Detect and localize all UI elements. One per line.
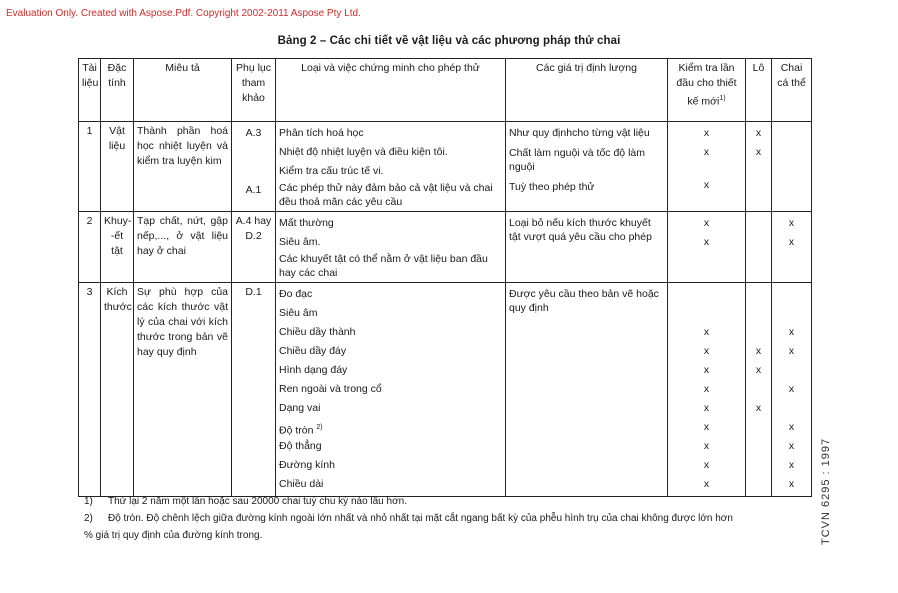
check-mark: x <box>703 179 710 191</box>
row-individual <box>772 122 812 212</box>
row-annex: A.4 hay D.2 <box>232 212 276 283</box>
check-mark: x <box>703 326 710 338</box>
header-kiem-tra <box>668 59 746 122</box>
check-mark: x <box>788 421 795 433</box>
test-item: Độ thẳng <box>279 440 322 452</box>
check-mark: x <box>788 459 795 471</box>
header-chai: Chai cá thể <box>772 59 812 122</box>
footnote-text: % giá trị quy định của đường kính trong. <box>84 530 263 541</box>
test-item: Các khuyết tật có thể nằm ở vật liệu ban đầu hay các chai <box>279 253 488 279</box>
test-item: Chiều dầy đáy <box>279 345 347 357</box>
test-item-roundness <box>279 418 502 437</box>
row-characteristic: Vật liệu <box>101 122 134 212</box>
check-mark: x <box>788 478 795 490</box>
header-tai-lieu: Tài liệu <box>79 59 101 122</box>
check-mark: x <box>703 364 710 376</box>
row-values <box>506 212 668 283</box>
table-row <box>79 212 812 283</box>
check-mark <box>749 437 768 456</box>
row-description: Thành phần hoá học nhiệt luyện và kiểm tra luyện kim <box>134 122 232 212</box>
row-annex <box>232 122 276 212</box>
footnote-text: Độ tròn. Độ chênh lệch giữa đường kính ngoài lớn nhất và nhỏ nhất tại mặt cắt ngang bất kỳ của phễu hình trụ của chai không được lớn hơn <box>108 513 733 524</box>
check-mark <box>749 456 768 475</box>
row-values <box>506 283 668 497</box>
check-mark <box>775 399 808 418</box>
check-mark: x <box>755 402 762 414</box>
row-lot <box>746 212 772 283</box>
test-item: Nhiệt độ nhiệt luyện và điều kiện tôi. <box>279 146 448 158</box>
check-mark <box>749 380 768 399</box>
check-mark <box>671 285 742 304</box>
test-item: Phân tích hoá học <box>279 127 364 139</box>
row-characteristic: Kích thước <box>101 283 134 497</box>
row-tests <box>276 212 506 283</box>
test-item: Kiểm tra cấu trúc tế vi. <box>279 165 384 177</box>
table-row <box>79 122 812 212</box>
value-item: Được yêu cầu theo bản vẽ hoặc quy định <box>509 288 659 314</box>
row-tests <box>276 283 506 497</box>
check-mark: x <box>703 459 710 471</box>
test-item: Đường kính <box>279 459 335 471</box>
header-dac-tinh: Đặc tính <box>101 59 134 122</box>
check-mark: x <box>755 146 762 158</box>
row-characteristic: Khuy--ết tật <box>101 212 134 283</box>
header-kiem-tra-label: Kiểm tra lần đầu cho thiết kế mới <box>676 62 737 108</box>
check-mark: x <box>788 345 795 357</box>
row-description: Sự phù hợp của các kích thước vật lý của chai với kích thước trong bản vẽ hay quy định <box>134 283 232 497</box>
check-mark <box>749 285 768 304</box>
header-row <box>79 59 812 122</box>
row-no: 1 <box>79 122 101 212</box>
row-description: Tạp chất, nứt, gập nếp,..., ở vật liệu hay ở chai <box>134 212 232 283</box>
row-no: 3 <box>79 283 101 497</box>
aspose-watermark: Evaluation Only. Created with Aspose.Pdf. Copyright 2002-2011 Aspose Pty Ltd. <box>6 8 361 19</box>
row-initial <box>668 212 746 283</box>
check-mark: x <box>755 127 762 139</box>
check-mark: x <box>703 345 710 357</box>
row-initial <box>668 122 746 212</box>
check-mark <box>775 285 808 304</box>
check-mark: x <box>703 383 710 395</box>
check-mark <box>749 418 768 437</box>
row-annex: D.1 <box>232 283 276 497</box>
test-item: Hình dạng đáy <box>279 364 348 376</box>
check-mark: x <box>755 364 762 376</box>
check-mark: x <box>703 402 710 414</box>
check-mark: x <box>703 421 710 433</box>
header-gia-tri: Các giá trị định lượng <box>506 59 668 122</box>
check-mark: x <box>788 383 795 395</box>
row-lot <box>746 283 772 497</box>
value-item: Như quy địnhcho từng vật liệu <box>509 127 650 139</box>
check-mark <box>749 304 768 323</box>
value-item: Loại bỏ nếu kích thước khuyết tật vượt quá yêu cầu cho phép <box>509 217 652 243</box>
row-initial <box>668 283 746 497</box>
footnote-text: Thử lại 2 năm một lần hoặc sau 20000 chai tuỳ chu kỳ nào lâu hơn. <box>108 496 407 507</box>
row-individual <box>772 283 812 497</box>
row-annex-a1: A.1 <box>245 184 262 196</box>
test-item: Đo đạc <box>279 288 313 300</box>
footnote-number: 1) <box>84 496 93 507</box>
check-mark: x <box>703 478 710 490</box>
test-item: Chiều dầy thành <box>279 326 356 338</box>
footnote <box>84 493 824 510</box>
test-item: Độ tròn <box>279 424 314 437</box>
header-lo: Lô <box>746 59 772 122</box>
table-title: Bảng 2 – Các chi tiết về vật liệu và các phương pháp thử chai <box>277 35 621 47</box>
header-kiem-tra-footnote: 1) <box>719 95 726 102</box>
test-item: Mất thường <box>279 217 334 229</box>
check-mark: x <box>788 217 795 229</box>
footnote <box>84 510 824 527</box>
check-mark <box>749 323 768 342</box>
standard-code: TCVN 6295 : 1997 <box>820 437 832 545</box>
check-mark: x <box>788 236 795 248</box>
row-no: 2 <box>79 212 101 283</box>
check-mark: x <box>703 146 710 158</box>
test-item: Chiều dài <box>279 478 324 490</box>
test-item: Dạng vai <box>279 402 321 414</box>
test-item: Ren ngoài và trong cổ <box>279 383 382 395</box>
row-annex-a3: A.3 <box>245 127 262 139</box>
check-mark: x <box>788 440 795 452</box>
check-mark <box>775 304 808 323</box>
header-mieu-ta: Miêu tả <box>134 59 232 122</box>
check-mark <box>775 361 808 380</box>
row-lot <box>746 122 772 212</box>
footnotes <box>84 493 824 544</box>
spec-table <box>78 58 812 497</box>
roundness-footnote: 2) <box>316 424 323 431</box>
footnote-continuation <box>84 527 824 544</box>
test-item: Các phép thử này đảm bảo cả vật liệu và chai đều thoả mãn các yêu cầu <box>279 182 493 208</box>
check-mark: x <box>703 217 710 229</box>
check-mark: x <box>703 236 710 248</box>
check-mark: x <box>703 440 710 452</box>
row-individual <box>772 212 812 283</box>
check-mark <box>671 304 742 323</box>
check-mark <box>749 475 768 494</box>
value-item: Chất làm nguội và tốc độ làm nguội <box>509 147 645 173</box>
value-item: Tuỳ theo phép thử <box>509 181 595 193</box>
check-mark: x <box>755 345 762 357</box>
check-mark: x <box>703 127 710 139</box>
row-tests <box>276 122 506 212</box>
row-values <box>506 122 668 212</box>
footnote-number: 2) <box>84 513 93 524</box>
check-mark: x <box>788 326 795 338</box>
header-phu-luc: Phụ lục tham khảo <box>232 59 276 122</box>
table-row <box>79 283 812 497</box>
header-loai: Loại và việc chứng minh cho phép thử <box>276 59 506 122</box>
test-item: Siêu âm <box>279 307 318 319</box>
test-item: Siêu âm. <box>279 236 321 248</box>
